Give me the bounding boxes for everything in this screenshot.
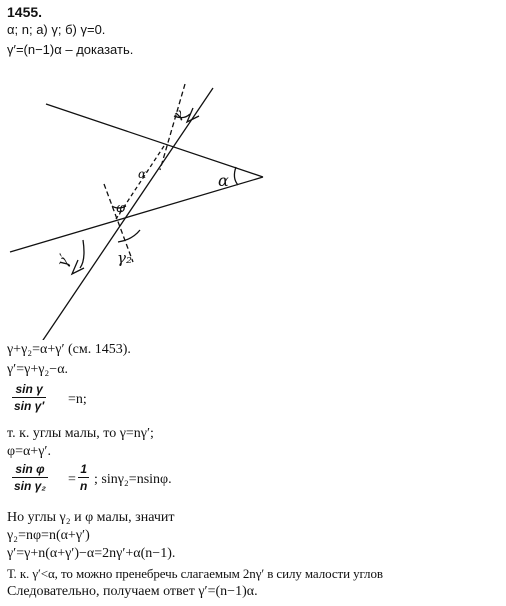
given-line: α; n; а) γ; б) γ=0. — [7, 22, 106, 37]
prism-face-top — [46, 104, 263, 177]
gamma-prime-arc — [80, 240, 84, 268]
gamma2-label: γ₂ — [117, 249, 132, 267]
fraction-1-denominator: sin γ′ — [14, 399, 45, 413]
equation-line-9: Следовательно, получаем ответ γ′=(n−1)α. — [7, 584, 258, 599]
equation-line-8: Т. к. γ′<α, то можно пренебречь слагаемым 2nγ′ в силу малости углов — [7, 566, 383, 581]
equation-line-3: т. к. углы малы, то γ=nγ′; — [7, 426, 154, 441]
alpha-small-label: α — [138, 167, 147, 181]
gamma-prime-label: γ′ — [52, 251, 74, 270]
fraction-3-numerator: 1 — [80, 462, 88, 476]
gamma-top-label: γ — [170, 106, 187, 124]
equation-line-4: φ=α+γ′. — [7, 444, 51, 459]
normal-top — [160, 84, 185, 170]
phi-label: φ — [116, 201, 126, 216]
equation-line-2: γ′=γ+γ₂−α. — [7, 362, 69, 377]
fraction-1-bar — [12, 397, 46, 398]
fraction-2-numerator: sin φ — [15, 462, 45, 476]
equation-line-7: γ′=γ+n(α+γ′)−α=2nγ′+α(n−1). — [7, 546, 176, 561]
fraction-sin-phi — [12, 462, 48, 493]
equation-line-5: Но углы γ₂ и φ малы, значит — [7, 510, 175, 525]
prove-line: γ′=(n−1)α – доказать. — [7, 42, 134, 57]
fraction-1-numerator: sin γ — [15, 382, 43, 396]
fraction-3-bar — [78, 477, 89, 478]
problem-number: 1455. — [7, 4, 43, 20]
fraction-one-over-n — [78, 462, 89, 493]
fraction-2-equals: = — [68, 472, 76, 487]
alpha-arc — [234, 167, 238, 185]
equation-line-1: γ+γ₂=α+γ′ (см. 1453). — [7, 342, 131, 357]
fraction-sin-gamma — [12, 382, 46, 413]
fraction-3-denominator: n — [80, 479, 88, 493]
fraction-2-denominator: sin γ₂ — [14, 479, 46, 493]
fraction-2-rhs: ; sinγ₂=nsinφ. — [94, 472, 172, 487]
prism-ray-diagram — [0, 60, 506, 340]
fraction-1-rhs: =n; — [68, 392, 87, 407]
fraction-2-bar — [12, 477, 48, 478]
alpha-label: α — [218, 171, 229, 190]
equation-line-6: γ₂=nφ=n(α+γ′) — [7, 528, 90, 543]
